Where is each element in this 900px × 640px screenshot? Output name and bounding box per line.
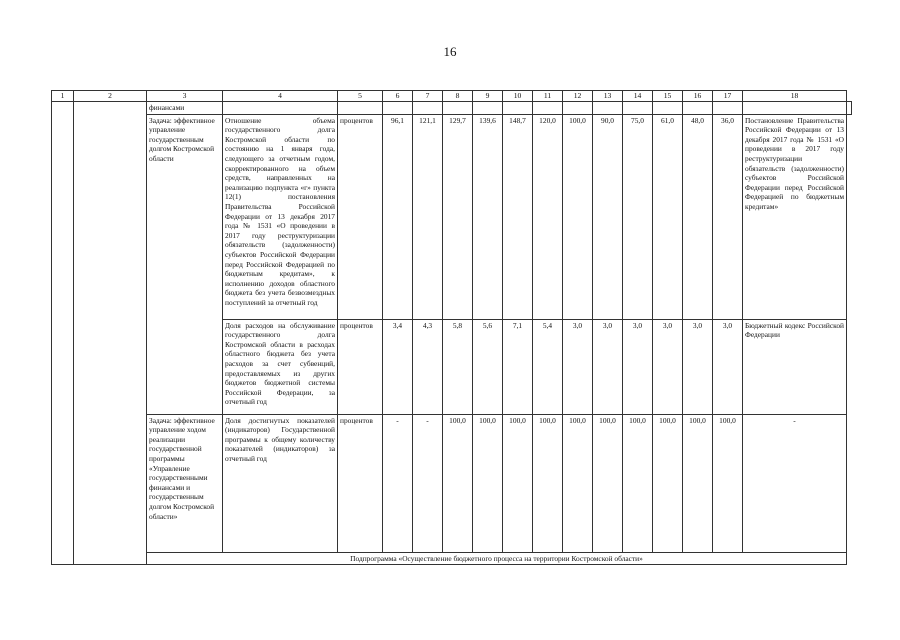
page-number: 16: [443, 44, 457, 59]
subprogram-title: Подпрограмма «Осуществление бюджетного процесса на территории Костромской области»: [147, 552, 847, 565]
table-row: [52, 114, 852, 319]
value-cell: 100,0: [533, 414, 563, 552]
header-cell: 17: [713, 91, 743, 102]
table-row: [52, 414, 852, 552]
header-cell: 6: [383, 91, 413, 102]
value-cell: 7,1: [503, 319, 533, 414]
value-cell: 100,0: [623, 414, 653, 552]
header-cell: 4: [223, 91, 338, 102]
unit-cell: процентов: [338, 414, 383, 552]
value-cell: 5,8: [443, 319, 473, 414]
value-cell: 129,7: [443, 114, 473, 319]
header-cell: 15: [653, 91, 683, 102]
basis-cell: Постановление Правительства Российской Федерации от 13 декабря 2017 года № 1531 «О проведении в 2017 году реструктуризации обязательств (задолженности) субъектов Российской Федерации перед Российской Федерацией по бюджетным кредитам»: [743, 114, 847, 319]
value-cell: 3,0: [623, 319, 653, 414]
unit-cell: процентов: [338, 319, 383, 414]
value-cell: 3,0: [563, 319, 593, 414]
value-cell: 3,0: [713, 319, 743, 414]
value-cell: 96,1: [383, 114, 413, 319]
col2-cell: [74, 102, 147, 565]
value-cell: 120,0: [533, 114, 563, 319]
value-cell: 3,0: [653, 319, 683, 414]
value-cell: 36,0: [713, 114, 743, 319]
basis-cell: Бюджетный кодекс Российской Федерации: [743, 319, 847, 414]
value-cell: 100,0: [473, 414, 503, 552]
value-cell: 5,6: [473, 319, 503, 414]
header-cell: 13: [593, 91, 623, 102]
value-cell: 100,0: [503, 414, 533, 552]
value-cell: 5,4: [533, 319, 563, 414]
header-cell: 2: [74, 91, 147, 102]
value-cell: 139,6: [473, 114, 503, 319]
value-cell: 3,0: [593, 319, 623, 414]
header-row: [52, 91, 852, 102]
subprogram-row: [52, 552, 852, 565]
header-cell: 14: [623, 91, 653, 102]
indicators-table: [51, 90, 852, 565]
header-cell: 5: [338, 91, 383, 102]
value-cell: 121,1: [413, 114, 443, 319]
value-cell: 4,3: [413, 319, 443, 414]
indicator-text: Доля расходов на обслуживание государственного долга Костромской области в расходах областного бюджета без учета расходов за счет субвенций, предоставляемых из других бюджетов бюджетной системы Российской Федерации, за отчетный год: [223, 319, 338, 414]
value-cell: 100,0: [563, 414, 593, 552]
value-cell: 100,0: [683, 414, 713, 552]
value-cell: 3,4: [383, 319, 413, 414]
value-cell: 100,0: [653, 414, 683, 552]
col1-cell: [52, 102, 74, 565]
value-cell: 48,0: [683, 114, 713, 319]
value-cell: 61,0: [653, 114, 683, 319]
value-cell: 100,0: [593, 414, 623, 552]
header-cell: 8: [443, 91, 473, 102]
value-cell: 75,0: [623, 114, 653, 319]
value-cell: 100,0: [443, 414, 473, 552]
header-cell: 10: [503, 91, 533, 102]
value-cell: -: [413, 414, 443, 552]
unit-cell: процентов: [338, 114, 383, 319]
fragment-row: [52, 102, 852, 115]
header-cell: 16: [683, 91, 713, 102]
value-cell: 100,0: [713, 414, 743, 552]
task-label: Задача: эффективное управление государственным долгом Костромской области: [147, 114, 223, 414]
fragment-cell: финансами: [147, 102, 223, 115]
header-cell: 9: [473, 91, 503, 102]
value-cell: -: [383, 414, 413, 552]
header-cell: 7: [413, 91, 443, 102]
header-cell: 18: [743, 91, 847, 102]
header-cell: 12: [563, 91, 593, 102]
value-cell: 100,0: [563, 114, 593, 319]
value-cell: 3,0: [683, 319, 713, 414]
value-cell: 90,0: [593, 114, 623, 319]
basis-cell: -: [743, 414, 847, 552]
indicator-text: Отношение объема государственного долга Костромской области по состоянию на 1 января года, следующего за отчетным годом, скорректированного на объем средств, направленных на реализацию подпункта «г» пункта 12(1) постановления Правительства Российской Федерации от 13 декабря 2017 года № 1531 «О проведении в 2017 году реструктуризации обязательств (задолженности) субъектов Российской Федерации перед Российской Федерацией по бюджетным кредитам», к исполнению доходов областного бюджета без учета безвозмездных поступлений за отчетный год: [223, 114, 338, 319]
value-cell: 148,7: [503, 114, 533, 319]
header-cell: 11: [533, 91, 563, 102]
table-body: [52, 91, 852, 565]
indicator-text: Доля достигнутых показателей (индикаторов) Государственной программы к общему количеству показателей (индикаторов) за отчетный год: [223, 414, 338, 552]
header-cell: 3: [147, 91, 223, 102]
task-label: Задача: эффективное управление ходом реализации государственной программы «Управление государственными финансами и государственным долгом Костромской области»: [147, 414, 223, 552]
header-cell: 1: [52, 91, 74, 102]
